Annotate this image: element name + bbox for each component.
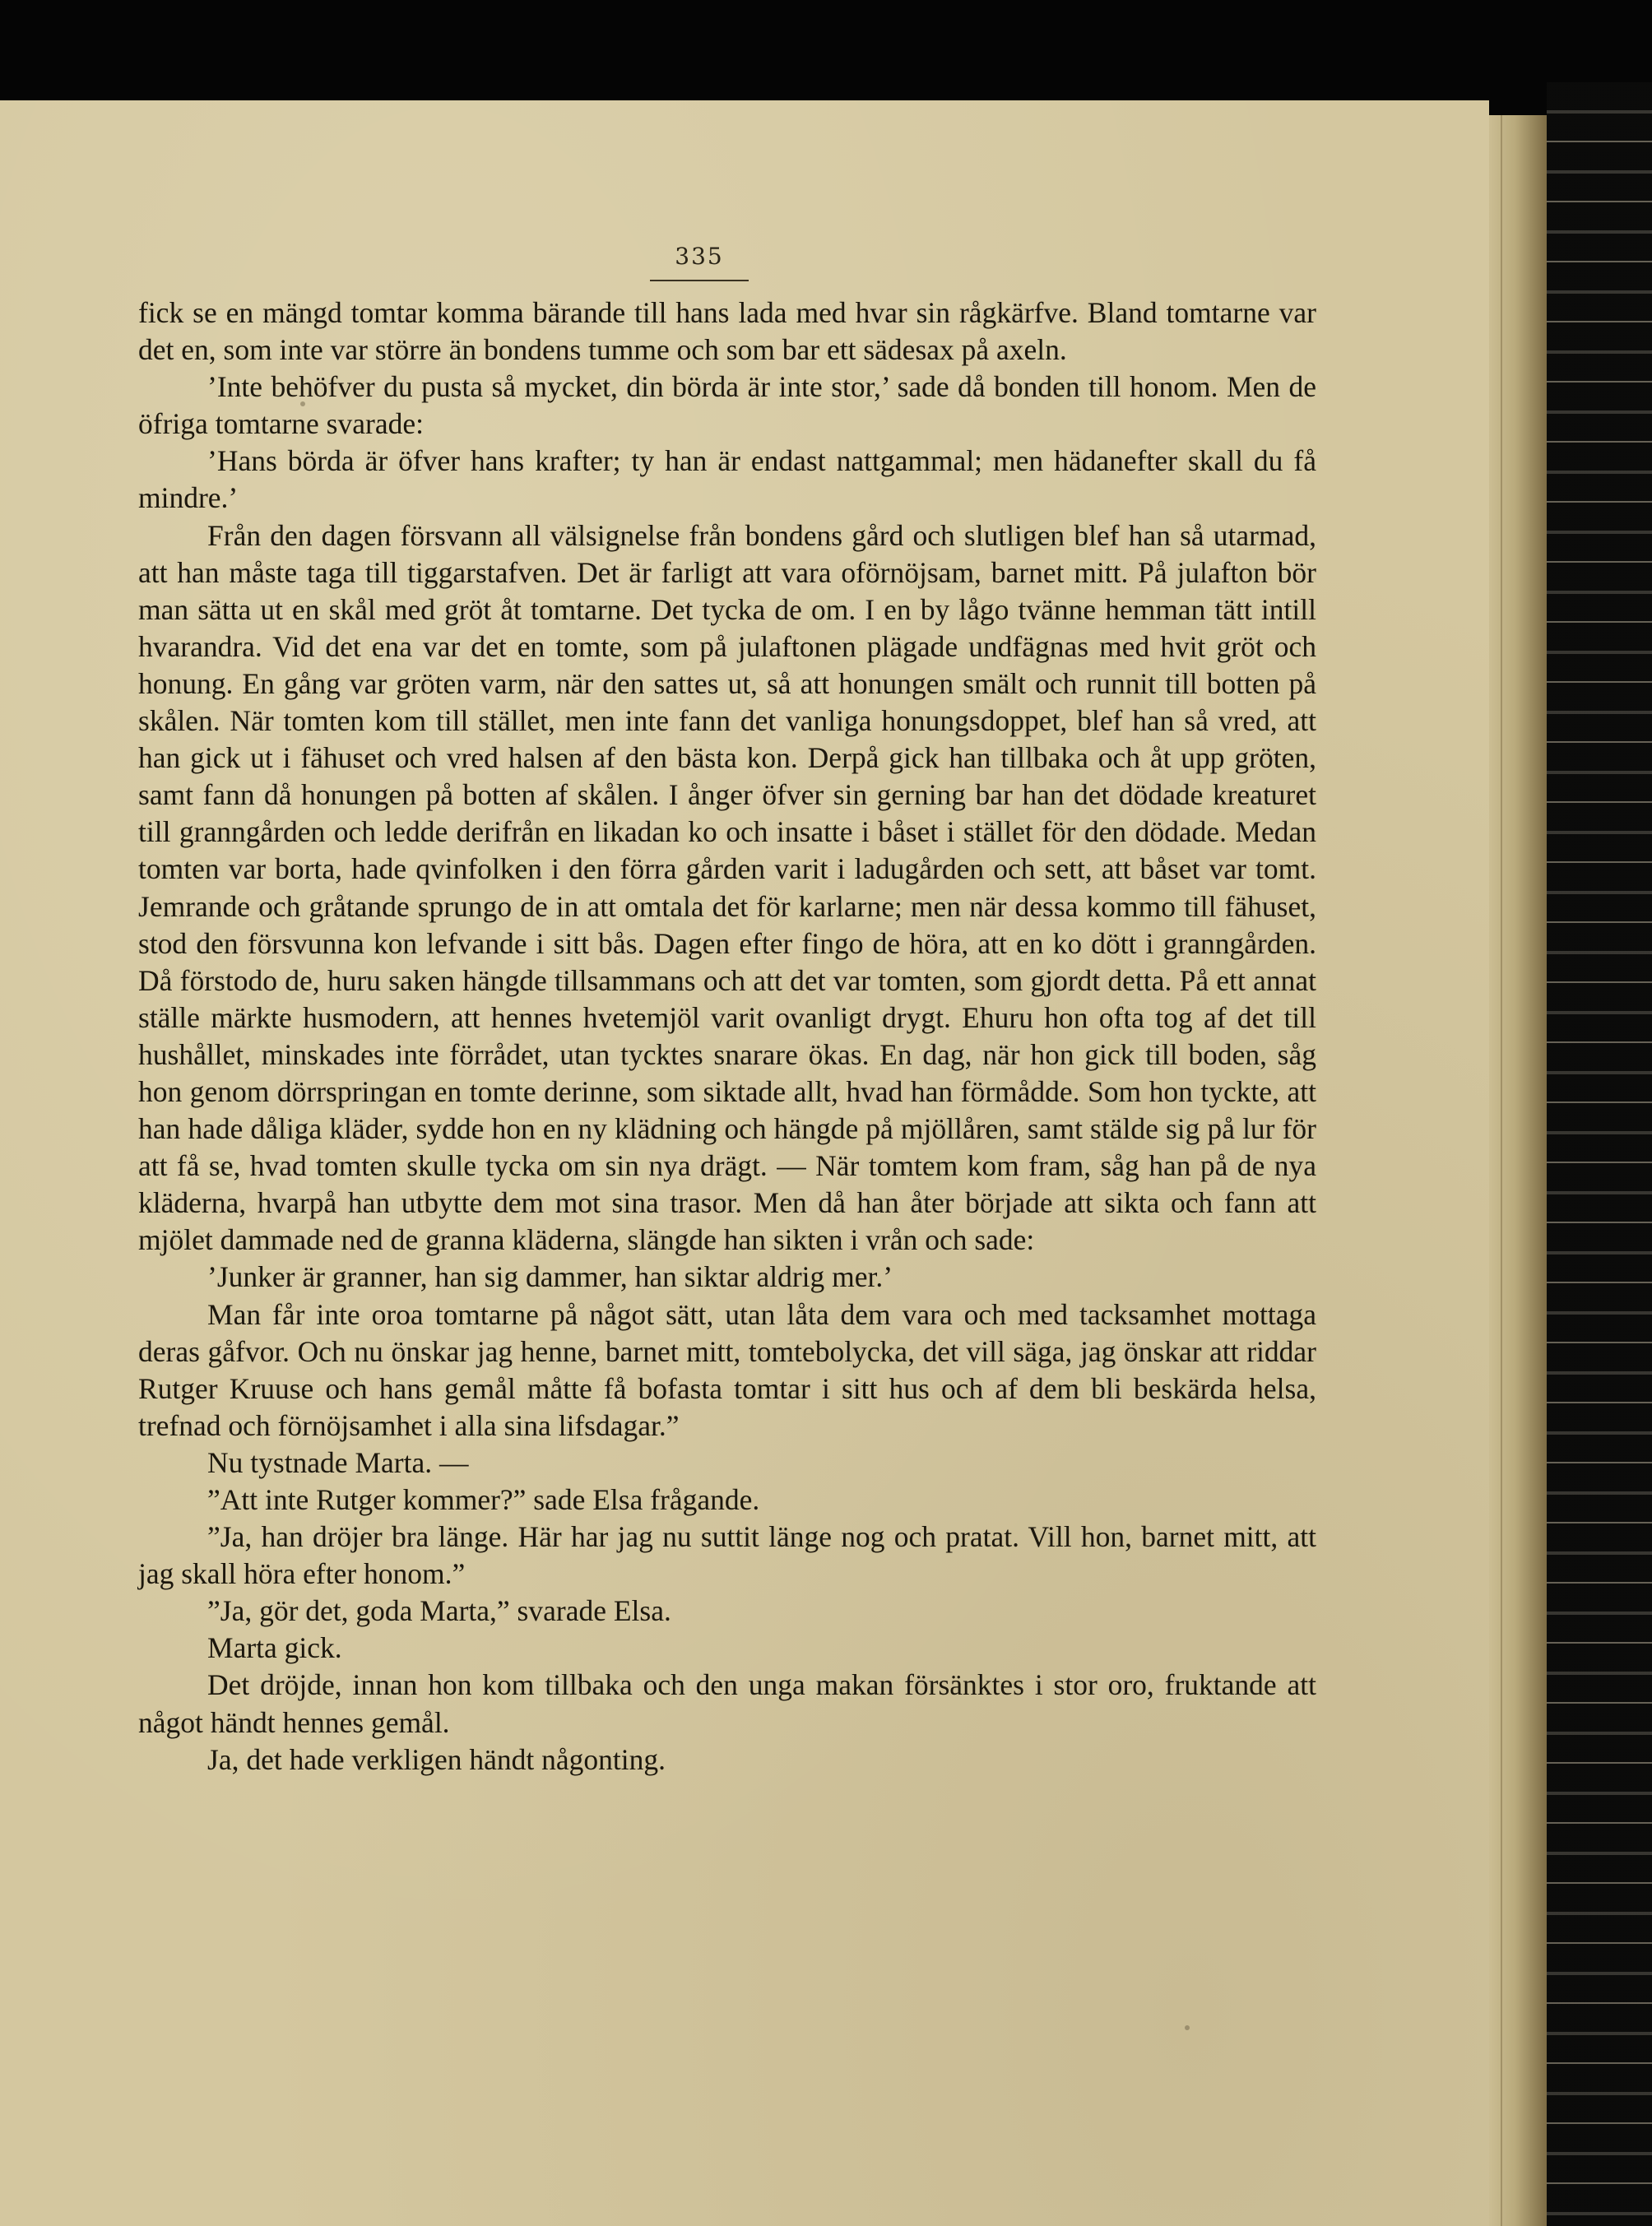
page-number: 335 xyxy=(675,243,724,270)
paragraph: ’Junker är granner, han sig dammer, han siktar aldrig mer.’ xyxy=(207,1260,893,1294)
paragraph: Man får inte oroa tomtarne på något sätt, utan låta dem vara och med tacksamhet mottaga deras gåfvor. Och nu önskar jag henne, barnet mitt, tomtebolycka, det vill säga, jag önskar att riddar Rutger Kruuse och hans gemål måtte få bofasta tomtar i sitt hus och af dem bli beskärda helsa, trefnad och förnöjsamhet i alla sina lifsdagar.” xyxy=(138,1297,1316,1442)
paragraph: Ja, det hade verkligen händt någonting. xyxy=(207,1742,666,1776)
paragraph: Marta gick. xyxy=(207,1631,342,1665)
body-text xyxy=(138,294,1316,1778)
page-edge xyxy=(1489,115,1547,2226)
paragraph: Det dröjde, innan hon kom tillbaka och den unga makan försänktes i stor oro, fruktande att något händt hennes gemål. xyxy=(138,1668,1316,1739)
paragraph: ”Ja, gör det, goda Marta,” svarade Elsa. xyxy=(207,1594,671,1628)
paragraph: Nu tystnade Marta. — xyxy=(207,1445,469,1479)
paragraph: fick se en mängd tomtar komma bärande till hans lada med hvar sin rågkärfve. Bland tomtarne var det en, som inte var större än bondens tumme och som bar ett sädesax på axeln. xyxy=(138,296,1316,367)
book-edge-shadow xyxy=(1547,82,1652,2226)
paragraph: ”Att inte Rutger kommer?” sade Elsa frågande. xyxy=(207,1483,760,1516)
paragraph: ’Inte behöfver du pusta så mycket, din börda är inte stor,’ sade då bonden till honom. Men de öfriga tomtarne svarade: xyxy=(138,370,1316,441)
ink-speck xyxy=(1185,2025,1190,2030)
paragraph: ’Hans börda är öfver hans krafter; ty han är endast nattgammal; men hädanefter skall du få mindre.’ xyxy=(138,444,1316,515)
paragraph: ”Ja, han dröjer bra länge. Här har jag nu suttit länge nog och pratat. Vill hon, barnet mitt, att jag skall höra efter honom.” xyxy=(138,1520,1316,1591)
paragraph: Från den dagen försvann all välsignelse från bondens gård och slutligen blef han så utarmad, att han måste taga till tiggarstafven. Det är farligt att vara oförnöjsam, barnet mitt. På julafton bör man sätta ut en skål med gröt åt tomtarne. Det tycka de om. I en by lågo tvänne hemman tätt intill hvarandra. Vid det ena var det en tomte, som på julaftonen plägade undfägnas med hvit gröt och honung. En gång var gröten varm, när den sattes ut, så att honungen smält och runnit till botten på skålen. När tomten kom till stället, men inte fann det vanliga honungsdoppet, blef han så vred, att han gick ut i fähuset och vred halsen af den bästa kon. Derpå gick han tillbaka och åt upp gröten, samt fann då honungen på botten af skålen. I ånger öfver sin gerning bar han det dödade kreaturet till granngården och ledde derifrån en likadan ko och insatte i båset i stället för den dödade. Medan tomten var borta, hade qvinfolken i den förra gården varit i ladugården och sett, att båset var tomt. Jemrande och gråtande sprungo de in att omtala det för karlarne; men när dessa kommo till fähuset, stod den försvunna kon lefvande i sitt bås. Dagen efter fingo de höra, att en ko dött i granngården. Då förstodo de, huru saken hängde tillsammans och att det var tomten, som gjordt detta. På ett annat ställe märkte husmodern, att hennes hvetemjöl varit ovanligt drygt. Ehuru hon ofta tog af det till hushållet, minskades inte förrådet, utan tycktes snarare ökas. En dag, när hon gick till boden, såg hon genom dörrspringan en tomte derinne, som siktade allt, hvad han förmådde. Som hon tyckte, att han hade dåliga kläder, sydde hon en ny klädning och hängde på mjöllåren, samt stälde sig på lur för att få se, hvad tomten skulle tycka om sin nya drägt. — När tomtem kom fram, såg han på de nya kläderna, hvarpå han utbytte dem mot sina trasor. Men då han åter började att sikta och fann att mjölet dammade ned de granna kläderna, slängde han sikten i vrån och sade: xyxy=(138,518,1316,1257)
page-number-rule xyxy=(650,280,749,281)
